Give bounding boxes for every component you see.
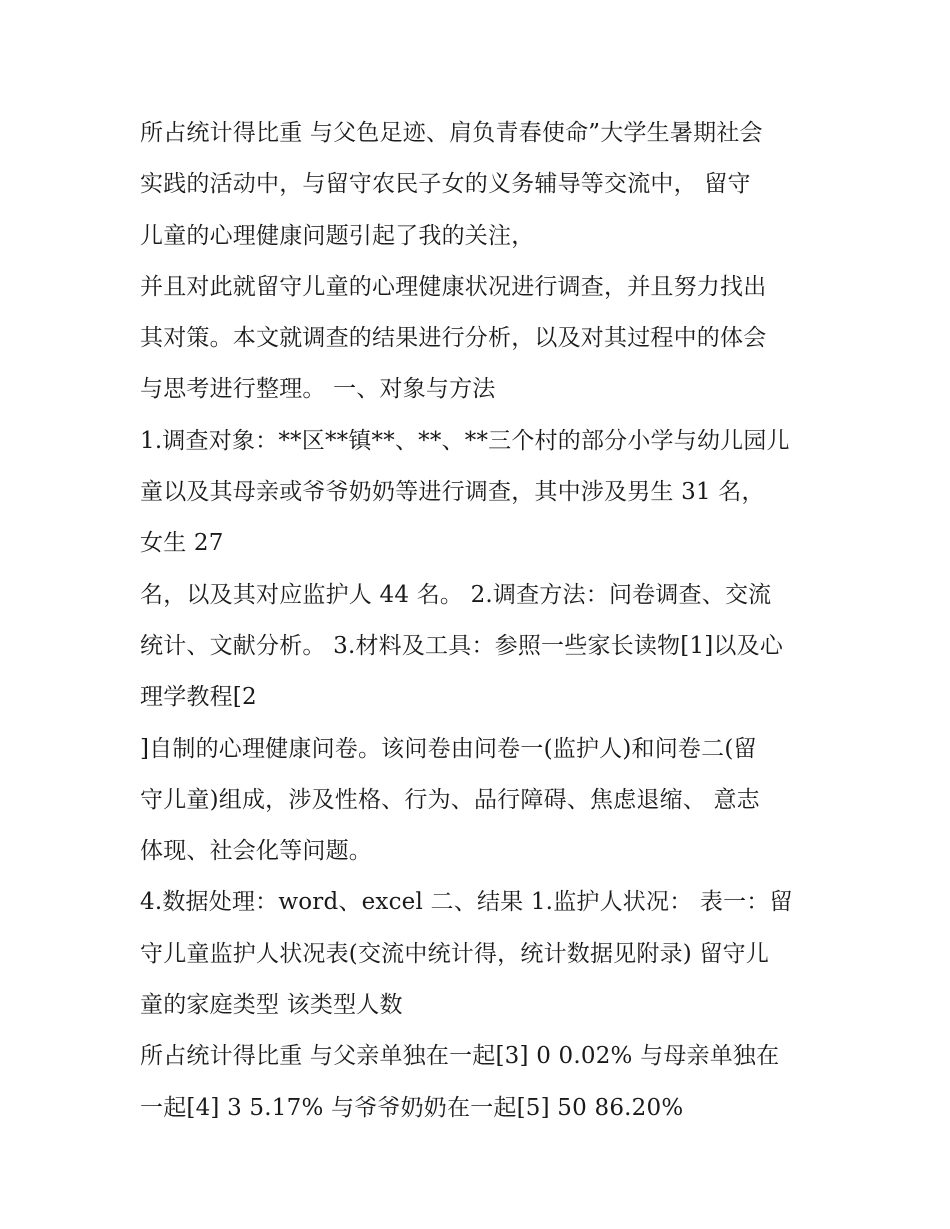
text-line: 1.调查对象：**区**镇**、**、**三个村的部分小学与幼儿园儿 (140, 427, 790, 454)
text-line: 体现、社会化等问题。 (140, 838, 372, 865)
text-line: 并且对此就留守儿童的心理健康状况进行调查，并且努力找出 (140, 273, 767, 300)
text-line: 理学教程[2 (140, 684, 257, 711)
body-text (140, 108, 830, 1134)
text-line: ]自制的心理健康问卷。该问卷由问卷一(监护人)和问卷二(留 (140, 735, 757, 762)
text-line: 名，以及其对应监护人 44 名。 2.调查方法：问卷调查、交流 (140, 581, 772, 608)
section-heading-line: 与思考进行整理。 一、对象与方法 (140, 376, 496, 403)
text-line: 实践的活动中，与留守农民子女的义务辅导等交流中， 留守 (140, 171, 751, 198)
text-line: 4.数据处理：word、excel 二、结果 1.监护人状况： 表一：留 (140, 889, 793, 916)
text-line: 儿童的心理健康问题引起了我的关注， (140, 222, 535, 249)
text-line: 守儿童监护人状况表(交流中统计得，统计数据见附录) 留守儿 (140, 940, 770, 967)
text-line: 女生 27 (140, 530, 224, 557)
text-line: 所占统计得比重 与父亲单独在一起[3] 0 0.02% 与母亲单独在 (140, 1043, 780, 1070)
text-line: 童的家庭类型 该类型人数 (140, 992, 403, 1019)
text-line: 其对策。本文就调查的结果进行分析，以及对其过程中的体会 (140, 325, 767, 352)
text-line: 所占统计得比重 与父色足迹、肩负青春使命”大学生暑期社会 (140, 120, 763, 146)
text-line: 一起[4] 3 5.17% 与爷爷奶奶在一起[5] 50 86.20% (140, 1094, 684, 1121)
text-line: 童以及其母亲或爷爷奶奶等进行调查，其中涉及男生 31 名， (140, 479, 765, 506)
text-line: 守儿童)组成，涉及性格、行为、品行障碍、焦虑退缩、 意志 (140, 786, 760, 813)
text-line: 统计、文献分析。 3.材料及工具：参照一些家长读物[1]以及心 (140, 632, 784, 659)
